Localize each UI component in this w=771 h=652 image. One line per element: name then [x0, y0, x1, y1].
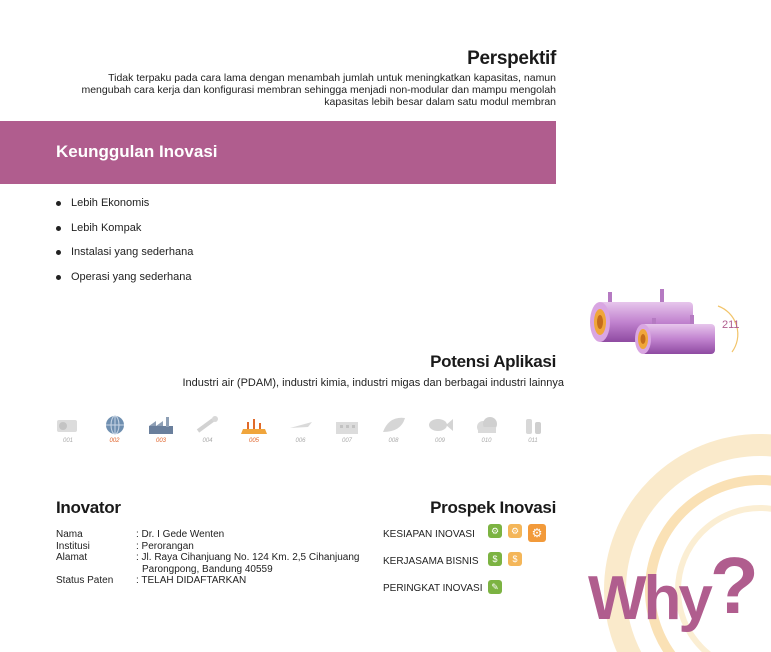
table-row [56, 575, 359, 587]
sector-number: 007 [341, 438, 352, 444]
leaf-icon [379, 414, 409, 436]
gear-icon: ⚙ [488, 524, 502, 538]
table-row [56, 541, 359, 553]
kesiapan-badges [488, 524, 546, 542]
inovator-value: : TELAH DIDAFTARKAN [136, 575, 247, 586]
sector-number: 005 [248, 438, 259, 444]
potensi-title: Potensi Aplikasi [430, 352, 556, 371]
list-item-label: Operasi yang sederhana [71, 270, 192, 283]
membrane-module-icon [586, 288, 721, 368]
plane-icon [286, 414, 316, 436]
sector-leaf [378, 414, 410, 444]
fish-icon [425, 414, 455, 436]
sector-fish [424, 414, 456, 444]
sector-number: 002 [109, 438, 120, 444]
inovator-table [56, 529, 359, 587]
peringkat-label: PERINGKAT INOVASI [383, 583, 483, 594]
sector-chemical [517, 414, 549, 444]
inovator-value: : Dr. I Gede Wenten [136, 529, 225, 540]
money-bag-icon: $ [488, 552, 502, 566]
sector-plant [238, 414, 270, 444]
kerjasama-label: KERJASAMA BISNIS [383, 556, 479, 567]
gear-icon: ⚙ [508, 524, 522, 538]
potensi-text: Industri air (PDAM), industri kimia, industri migas dan berbagai industri lainnya [182, 377, 564, 389]
chemical-icon [518, 414, 548, 436]
perspektif-line-2: mengubah cara kerja dan konfigurasi membran sehingga menjadi non-modular dan mampu mengolah [81, 84, 556, 96]
satellite-icon [193, 414, 223, 436]
sector-number: 006 [295, 438, 306, 444]
prospek-title: Prospek Inovasi [430, 498, 556, 517]
sector-number: 010 [481, 438, 492, 444]
leaf-icon: ✎ [488, 580, 502, 594]
cloud-icon [472, 414, 502, 436]
plant-icon [239, 414, 269, 436]
kerjasama-badges [488, 552, 522, 566]
sector-plane [285, 414, 317, 444]
keunggulan-title: Keunggulan Inovasi [56, 142, 218, 161]
building-icon [332, 414, 362, 436]
inovator-label [56, 564, 136, 576]
sector-number: 011 [528, 438, 538, 444]
sector-building [331, 414, 363, 444]
kesiapan-label: KESIAPAN INOVASI [383, 529, 475, 540]
globe-icon [100, 414, 130, 436]
sector-water-tank [52, 414, 84, 444]
gear-icon: ⚙ [528, 524, 546, 542]
inovator-value: Parongpong, Bandung 40559 [142, 563, 273, 575]
inovator-label: Alamat [56, 552, 88, 563]
peringkat-badges [488, 580, 502, 594]
perspektif-line-3: kapasitas lebih besar dalam satu modul membran [324, 96, 556, 108]
page-number: 211 [722, 319, 740, 331]
inovator-label: Status Paten [56, 575, 114, 586]
perspektif-line-1: Tidak terpaku pada cara lama dengan menambah jumlah untuk meningkatkan kapasitas, namun [108, 72, 556, 84]
list-item-label: Lebih Kompak [71, 221, 142, 234]
money-bag-icon: $ [508, 552, 522, 566]
list-item-label: Lebih Ekonomis [71, 197, 150, 209]
sector-number: 009 [434, 438, 445, 444]
inovator-label: Nama [56, 529, 83, 540]
why-text: Why [588, 564, 710, 633]
why-question-mark: ? [709, 541, 759, 630]
sector-number: 003 [155, 438, 166, 444]
sector-icon-row [52, 414, 549, 444]
sector-satellite [192, 414, 224, 444]
sector-number: 008 [388, 438, 399, 444]
factory-icon [146, 414, 176, 436]
list-item-label: Instalasi yang sederhana [71, 246, 194, 258]
water-tank-icon [53, 414, 83, 436]
inovator-value: : Perorangan [136, 540, 194, 552]
sector-factory [145, 414, 177, 444]
inovator-value: : Jl. Raya Cihanjuang No. 124 Km. 2,5 Cihanjuang [136, 552, 360, 563]
sector-cloud [471, 414, 503, 444]
table-row [56, 564, 359, 576]
inovator-title: Inovator [56, 498, 121, 517]
sector-number: 004 [202, 438, 213, 444]
sector-number: 001 [62, 438, 73, 444]
sector-globe [99, 414, 131, 444]
perspektif-title: Perspektif [467, 48, 556, 69]
table-row [56, 552, 359, 564]
why-logo [588, 541, 759, 633]
table-row [56, 529, 359, 541]
inovator-label: Institusi [56, 540, 90, 552]
